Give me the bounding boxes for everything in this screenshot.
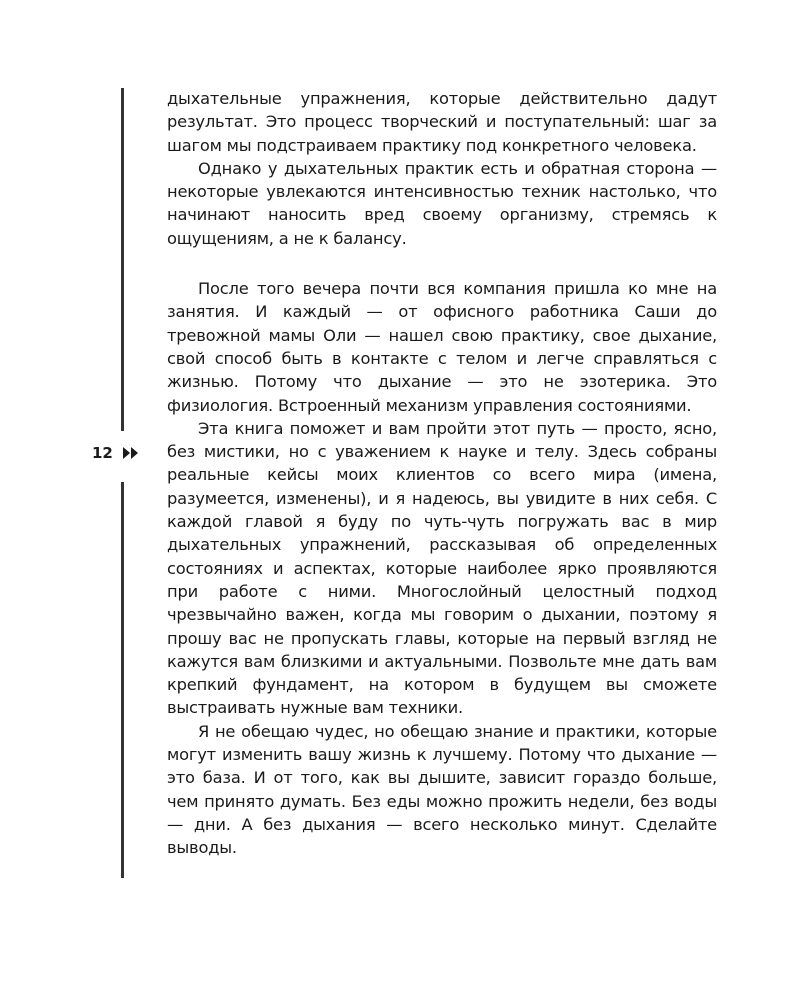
paragraph: Эта книга поможет и вам пройти этот путь — просто, ясно, без мистики, но с уважением к науке и телу. Здесь собраны реальные кейсы моих клиентов со всего мира (имена, разумеется, изменены), и я надеюсь, вы увидите в них себя. С каждой главой я буду по чуть-чуть погружать вас в мир дыхательных упражнений, рассказывая об определенных состояниях и аспектах, которые наиболее ярко проявляются при работе с ними. Многослойный целостный подход чрезвычайно важен, когда мы говорим о дыхании, поэтому я прошу вас не пропускать главы, которые на первый взгляд не кажутся вам близкими и актуальными. Позвольте мне дать вам крепкий фундамент, на котором в будущем вы сможете выстраивать нужные вам техники. — [167, 418, 717, 718]
body-text — [167, 87, 717, 860]
double-arrow-icon — [123, 447, 139, 459]
margin-rule-bottom — [121, 482, 124, 878]
paragraph: Однако у дыхательных практик есть и обратная сторона — некоторые увлекаются интенсивностью техник настолько, что начинают наносить вред своему организму, стремясь к ощущениям, а не к балансу. — [167, 158, 717, 248]
paragraph: Я не обещаю чудес, но обещаю знание и практики, которые могут изменить вашу жизнь к лучшему. Потому что дыхание — это база. И от того, как вы дышите, зависит гораздо больше, чем принято думать. Без еды можно прожить недели, без воды — дни. А без дыхания — всего несколько минут. Сделайте выводы. — [167, 721, 717, 858]
margin-rule-top — [121, 88, 124, 431]
paragraph: После того вечера почти вся компания пришла ко мне на занятия. И каждый — от офисного работника Саши до тревожной мамы Оли — нашел свою практику, свое дыхание, свой способ быть в контакте с телом и легче справляться с жизнью. Потому что дыхание — это не эзотерика. Это физиология. Встроенный механизм управления состояниями. — [167, 279, 717, 415]
page-number: 12 — [92, 444, 113, 462]
paragraph: дыхательные упражнения, которые действительно дадут результат. Это процесс творческий и поступательный: шаг за шагом мы подстраиваем практику под конкретного человека. — [167, 89, 717, 155]
page-marker — [92, 444, 139, 462]
